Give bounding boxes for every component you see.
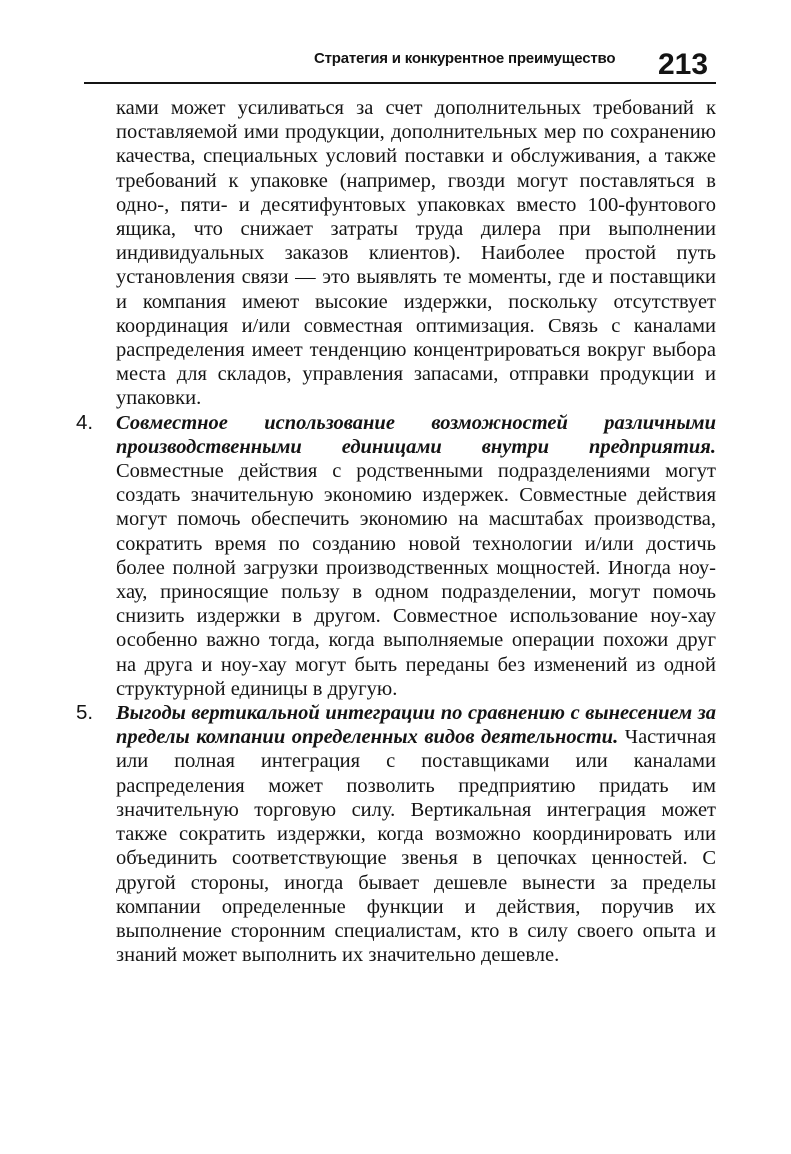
page-body — [76, 96, 716, 967]
list-item-5 — [76, 701, 716, 967]
list-item-heading: Выгоды вертикальной интеграции по сравнению с вынесением за пределы компании определенных видов деятельности. — [116, 702, 716, 749]
list-item-text: Совместные действия с родственными подразделениями могут создать значительную экономию издержек. Совместные действия могут помочь обеспечить экономию на масштабах производства, сократить время по созданию новой технологии и/или достичь более полной загрузки производственных мощностей. Иногда ноу-хау, приносящие пользу в одном подразделении, могут помочь снизить издержки в другом. Совместное использование ноу-хау особенно важно тогда, когда выполняемые операции похожи друг на друга и ноу-хау могут быть переданы без изменений из одной структурной единицы в другую. — [116, 460, 716, 700]
page-number: 213 — [658, 48, 709, 81]
list-item-number: 4. — [76, 410, 94, 434]
list-item-text: Частичная или полная интеграция с поставщиками или каналами распределения может позволить предприятию придать им значительную торговую силу. Вертикальная интеграция может также сократить издержки, когда возможно координировать или объединить соответствующие звенья в цепочках ценностей. С другой стороны, иногда бывает дешевле вынести за пределы компании определенные функции и действия, поручив их выполнение сторонним специалистам, кто в силу своего опыта и знаний может выполнить их значительно дешевле. — [116, 726, 716, 967]
header-rule — [84, 82, 716, 84]
list-item-4 — [76, 411, 716, 701]
list-item-number: 5. — [76, 701, 94, 725]
running-title: Стратегия и конкурентное преимущество — [314, 50, 616, 67]
page-header — [0, 0, 791, 90]
list-item-heading: Совместное использование возможностей различными производственными единицами внутри предприятия. — [116, 411, 716, 458]
continuation-paragraph: ками может усиливаться за счет дополнительных требований к поставляемой ими продукции, дополнительных мер по сохранению качества, специальных условий поставки и обслуживания, а также требований к упаковке (например, гвозди могут поставляться в одно-, пяти- и десятифунтовых упаковках вместо 100-фунтового ящика, что снижает затраты труда дилера при выполнении индивидуальных заказов клиентов). Наиболее простой путь установления связи — это выявлять те моменты, где и поставщики и компания имеют высокие издержки, поскольку отсутствует координация и/или совместная оптимизация. Связь с каналами распределения имеет тенденцию концентрироваться вокруг выбора места для складов, управления запасами, отправки продукции и упаковки. — [116, 97, 716, 410]
